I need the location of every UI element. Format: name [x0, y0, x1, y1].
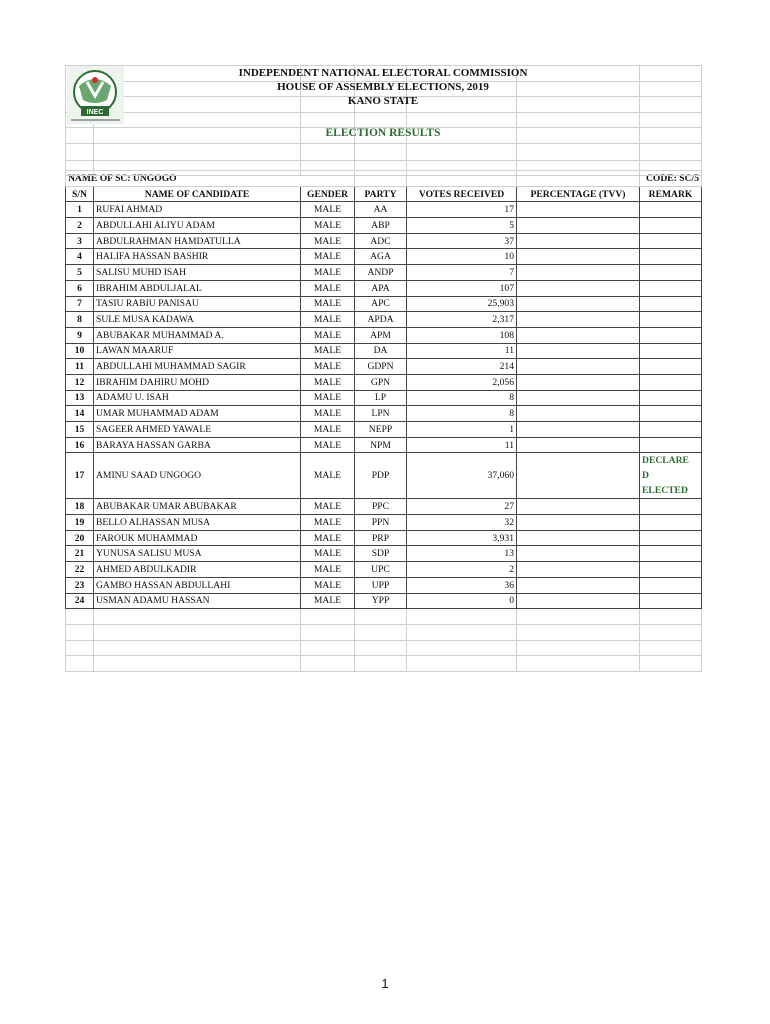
- candidate-name: ABDULLAHI ALIYU ADAM: [94, 218, 301, 234]
- candidate-party: APDA: [355, 312, 407, 328]
- votes-received: 25,903: [407, 296, 517, 312]
- row-sn: 11: [66, 359, 94, 375]
- remark-cell: [640, 390, 702, 406]
- column-header-row: [66, 186, 702, 202]
- candidate-name: LAWAN MAARUF: [94, 343, 301, 359]
- remark-cell: [640, 530, 702, 546]
- sc-code: CODE: SC/5: [640, 171, 702, 187]
- candidate-name: YUNUSA SALISU MUSA: [94, 546, 301, 562]
- votes-received: 37: [407, 233, 517, 249]
- percentage-cell: [517, 265, 640, 281]
- row-sn: 15: [66, 422, 94, 438]
- votes-received: 8: [407, 390, 517, 406]
- row-sn: 17: [66, 453, 94, 499]
- table-row: [66, 453, 702, 499]
- remark-cell: [640, 499, 702, 515]
- votes-received: 0: [407, 593, 517, 609]
- election-title: HOUSE OF ASSEMBLY ELECTIONS, 2019: [277, 81, 489, 93]
- remark-line: D: [642, 470, 649, 482]
- votes-received: 2: [407, 562, 517, 578]
- percentage-cell: [517, 577, 640, 593]
- table-row: [66, 530, 702, 546]
- candidate-party: APA: [355, 280, 407, 296]
- candidate-party: GDPN: [355, 359, 407, 375]
- table-row: [66, 202, 702, 218]
- remark-cell: [640, 265, 702, 281]
- candidate-name: HALIFA HASSAN BASHIR: [94, 249, 301, 265]
- percentage-cell: [517, 249, 640, 265]
- votes-received: 1: [407, 422, 517, 438]
- candidate-name: TASIU RABIU PANISAU: [94, 296, 301, 312]
- candidate-party: PPN: [355, 515, 407, 531]
- table-row: [66, 577, 702, 593]
- table-row: [66, 437, 702, 453]
- candidate-gender: MALE: [301, 530, 355, 546]
- candidate-gender: MALE: [301, 374, 355, 390]
- percentage-cell: [517, 374, 640, 390]
- candidate-party: ABP: [355, 218, 407, 234]
- candidate-gender: MALE: [301, 515, 355, 531]
- votes-received: 27: [407, 499, 517, 515]
- votes-received: 107: [407, 280, 517, 296]
- candidate-gender: MALE: [301, 499, 355, 515]
- percentage-cell: [517, 453, 640, 499]
- candidate-party: PRP: [355, 530, 407, 546]
- row-sn: 4: [66, 249, 94, 265]
- candidate-gender: MALE: [301, 265, 355, 281]
- candidate-gender: MALE: [301, 406, 355, 422]
- candidate-name: ABUBAKAR UMAR ABUBAKAR: [94, 499, 301, 515]
- percentage-cell: [517, 437, 640, 453]
- table-row: [66, 499, 702, 515]
- table-row: [66, 249, 702, 265]
- col-header-sn: S/N: [66, 186, 94, 202]
- row-sn: 12: [66, 374, 94, 390]
- col-header-name: NAME OF CANDIDATE: [94, 186, 301, 202]
- results-table: [65, 170, 702, 672]
- remark-cell: [640, 515, 702, 531]
- svg-text:INEC: INEC: [86, 109, 104, 116]
- percentage-cell: [517, 406, 640, 422]
- candidate-party: DA: [355, 343, 407, 359]
- candidate-name: AHMED ABDULKADIR: [94, 562, 301, 578]
- percentage-cell: [517, 343, 640, 359]
- table-row: [66, 546, 702, 562]
- sc-name: NAME OF SC: UNGOGO: [66, 171, 355, 187]
- percentage-cell: [517, 593, 640, 609]
- table-row: [66, 296, 702, 312]
- remark-cell: [640, 202, 702, 218]
- candidate-gender: MALE: [301, 562, 355, 578]
- col-header-percentage: PERCENTAGE (TVV): [517, 186, 640, 202]
- candidate-name: ADAMU U. ISAH: [94, 390, 301, 406]
- row-sn: 3: [66, 233, 94, 249]
- candidate-gender: MALE: [301, 593, 355, 609]
- remark-line: DECLARE: [642, 455, 689, 467]
- candidate-gender: MALE: [301, 359, 355, 375]
- candidate-name: RUFAI AHMAD: [94, 202, 301, 218]
- empty-row: [66, 609, 702, 625]
- row-sn: 5: [66, 265, 94, 281]
- candidate-party: ANDP: [355, 265, 407, 281]
- table-row: [66, 343, 702, 359]
- candidate-party: PPC: [355, 499, 407, 515]
- row-sn: 14: [66, 406, 94, 422]
- col-header-gender: GENDER: [301, 186, 355, 202]
- remark-cell: [640, 437, 702, 453]
- votes-received: 214: [407, 359, 517, 375]
- candidate-gender: MALE: [301, 327, 355, 343]
- candidate-gender: MALE: [301, 202, 355, 218]
- row-sn: 7: [66, 296, 94, 312]
- candidate-party: SDP: [355, 546, 407, 562]
- remark-cell: [640, 453, 702, 499]
- page-number: 1: [381, 976, 389, 991]
- candidate-party: LP: [355, 390, 407, 406]
- row-sn: 6: [66, 280, 94, 296]
- percentage-cell: [517, 202, 640, 218]
- remark-cell: [640, 374, 702, 390]
- remark-cell: [640, 593, 702, 609]
- votes-received: 7: [407, 265, 517, 281]
- table-row: [66, 327, 702, 343]
- remark-line: ELECTED: [642, 485, 688, 497]
- candidate-party: NPM: [355, 437, 407, 453]
- percentage-cell: [517, 296, 640, 312]
- votes-received: 5: [407, 218, 517, 234]
- remark-cell: [640, 343, 702, 359]
- table-row: [66, 422, 702, 438]
- row-sn: 8: [66, 312, 94, 328]
- votes-received: 37,060: [407, 453, 517, 499]
- candidate-party: UPP: [355, 577, 407, 593]
- percentage-cell: [517, 233, 640, 249]
- candidate-gender: MALE: [301, 546, 355, 562]
- candidate-name: IBRAHIM DAHIRU MOHD: [94, 374, 301, 390]
- candidate-name: ABDULRAHMAN HAMDATULLA: [94, 233, 301, 249]
- row-sn: 10: [66, 343, 94, 359]
- remark-cell: [640, 312, 702, 328]
- candidate-party: LPN: [355, 406, 407, 422]
- candidate-gender: MALE: [301, 437, 355, 453]
- candidate-name: BARAYA HASSAN GARBA: [94, 437, 301, 453]
- empty-row: [66, 640, 702, 656]
- candidate-name: ABUBAKAR MUHAMMAD A.: [94, 327, 301, 343]
- percentage-cell: [517, 312, 640, 328]
- percentage-cell: [517, 390, 640, 406]
- percentage-cell: [517, 530, 640, 546]
- remark-cell: [640, 359, 702, 375]
- col-header-remark: REMARK: [640, 186, 702, 202]
- candidate-name: GAMBO HASSAN ABDULLAHI: [94, 577, 301, 593]
- candidate-party: YPP: [355, 593, 407, 609]
- candidate-name: SAGEER AHMED YAWALE: [94, 422, 301, 438]
- votes-received: 2,317: [407, 312, 517, 328]
- candidate-gender: MALE: [301, 312, 355, 328]
- candidate-party: ADC: [355, 233, 407, 249]
- sheet-header: [65, 65, 701, 170]
- candidate-gender: MALE: [301, 577, 355, 593]
- percentage-cell: [517, 422, 640, 438]
- candidate-party: APM: [355, 327, 407, 343]
- candidate-gender: MALE: [301, 453, 355, 499]
- percentage-cell: [517, 515, 640, 531]
- candidate-name: USMAN ADAMU HASSAN: [94, 593, 301, 609]
- candidate-gender: MALE: [301, 296, 355, 312]
- results-sheet: [65, 65, 701, 672]
- percentage-cell: [517, 359, 640, 375]
- row-sn: 20: [66, 530, 94, 546]
- table-row: [66, 359, 702, 375]
- commission-title: INDEPENDENT NATIONAL ELECTORAL COMMISSION: [238, 67, 528, 79]
- candidate-name: UMAR MUHAMMAD ADAM: [94, 406, 301, 422]
- candidate-party: AGA: [355, 249, 407, 265]
- section-title: ELECTION RESULTS: [325, 127, 441, 139]
- votes-received: 13: [407, 546, 517, 562]
- votes-received: 36: [407, 577, 517, 593]
- candidate-party: UPC: [355, 562, 407, 578]
- candidate-party: PDP: [355, 453, 407, 499]
- row-sn: 2: [66, 218, 94, 234]
- votes-received: 2,056: [407, 374, 517, 390]
- candidate-gender: MALE: [301, 390, 355, 406]
- percentage-cell: [517, 327, 640, 343]
- candidate-name: FAROUK MUHAMMAD: [94, 530, 301, 546]
- row-sn: 13: [66, 390, 94, 406]
- candidate-gender: MALE: [301, 422, 355, 438]
- percentage-cell: [517, 218, 640, 234]
- table-row: [66, 593, 702, 609]
- remark-cell: [640, 218, 702, 234]
- percentage-cell: [517, 562, 640, 578]
- remark-cell: [640, 422, 702, 438]
- percentage-cell: [517, 499, 640, 515]
- row-sn: 22: [66, 562, 94, 578]
- remark-cell: [640, 562, 702, 578]
- table-row: [66, 406, 702, 422]
- empty-row: [66, 624, 702, 640]
- remark-cell: [640, 233, 702, 249]
- candidate-gender: MALE: [301, 233, 355, 249]
- col-header-party: PARTY: [355, 186, 407, 202]
- remark-cell: [640, 280, 702, 296]
- votes-received: 32: [407, 515, 517, 531]
- votes-received: 17: [407, 202, 517, 218]
- row-sn: 24: [66, 593, 94, 609]
- remark-cell: [640, 327, 702, 343]
- votes-received: 108: [407, 327, 517, 343]
- table-row: [66, 233, 702, 249]
- votes-received: 11: [407, 343, 517, 359]
- empty-row: [66, 656, 702, 672]
- candidate-name: SULE MUSA KADAWA: [94, 312, 301, 328]
- candidate-name: SALISU MUHD ISAH: [94, 265, 301, 281]
- votes-received: 8: [407, 406, 517, 422]
- candidate-gender: MALE: [301, 343, 355, 359]
- row-sn: 18: [66, 499, 94, 515]
- row-sn: 21: [66, 546, 94, 562]
- declared-elected-remark: [642, 453, 699, 498]
- votes-received: 10: [407, 249, 517, 265]
- table-row: [66, 218, 702, 234]
- candidate-party: AA: [355, 202, 407, 218]
- candidate-gender: MALE: [301, 280, 355, 296]
- candidate-name: BELLO ALHASSAN MUSA: [94, 515, 301, 531]
- remark-cell: [640, 406, 702, 422]
- candidate-gender: MALE: [301, 249, 355, 265]
- percentage-cell: [517, 280, 640, 296]
- candidate-name: ABDULLAHI MUHAMMAD SAGIR: [94, 359, 301, 375]
- remark-cell: [640, 577, 702, 593]
- table-row: [66, 312, 702, 328]
- row-sn: 1: [66, 202, 94, 218]
- row-sn: 19: [66, 515, 94, 531]
- candidate-party: NEPP: [355, 422, 407, 438]
- candidate-name: AMINU SAAD UNGOGO: [94, 453, 301, 499]
- state-title: KANO STATE: [347, 95, 419, 107]
- percentage-cell: [517, 546, 640, 562]
- candidate-party: APC: [355, 296, 407, 312]
- table-row: [66, 280, 702, 296]
- table-row: [66, 374, 702, 390]
- row-sn: 16: [66, 437, 94, 453]
- table-row: [66, 390, 702, 406]
- remark-cell: [640, 296, 702, 312]
- votes-received: 3,931: [407, 530, 517, 546]
- remark-cell: [640, 546, 702, 562]
- row-sn: 9: [66, 327, 94, 343]
- candidate-gender: MALE: [301, 218, 355, 234]
- remark-cell: [640, 249, 702, 265]
- row-sn: 23: [66, 577, 94, 593]
- table-row: [66, 515, 702, 531]
- table-row: [66, 562, 702, 578]
- votes-received: 11: [407, 437, 517, 453]
- candidate-name: IBRAHIM ABDULJALAL: [94, 280, 301, 296]
- candidate-party: GPN: [355, 374, 407, 390]
- table-row: [66, 265, 702, 281]
- col-header-votes: VOTES RECEIVED: [407, 186, 517, 202]
